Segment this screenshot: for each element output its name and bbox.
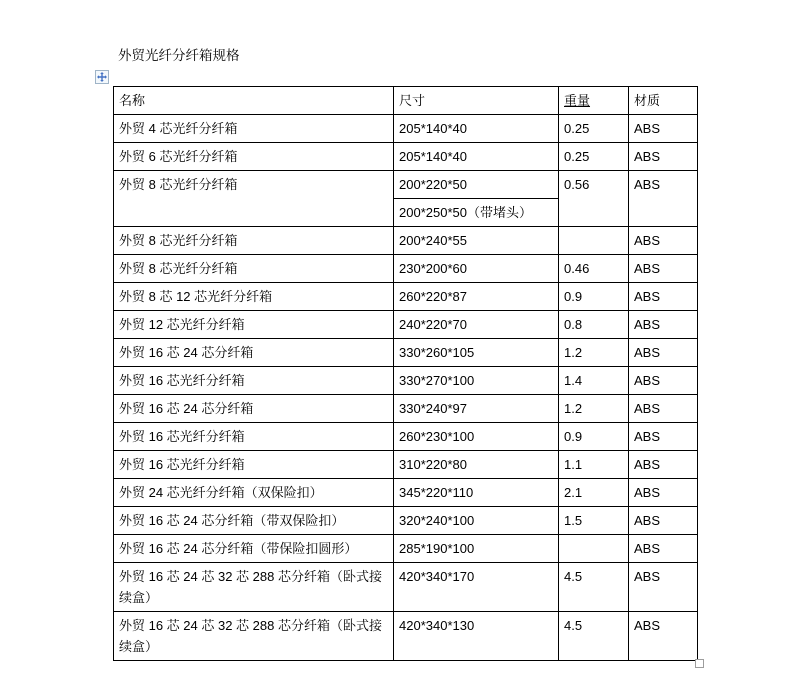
- material-cell[interactable]: ABS: [629, 535, 698, 563]
- material-cell[interactable]: ABS: [629, 563, 698, 612]
- material-cell[interactable]: ABS: [629, 255, 698, 283]
- material-cell[interactable]: ABS: [629, 311, 698, 339]
- material-cell[interactable]: ABS: [629, 143, 698, 171]
- name-cell[interactable]: 外贸 16 芯光纤分纤箱: [114, 451, 394, 479]
- name-cell[interactable]: 外贸 8 芯光纤分纤箱: [114, 227, 394, 255]
- table-row: [114, 143, 698, 171]
- table-row: [114, 311, 698, 339]
- size-cell[interactable]: 320*240*100: [394, 507, 559, 535]
- weight-cell[interactable]: 0.25: [559, 143, 629, 171]
- size-cell[interactable]: 310*220*80: [394, 451, 559, 479]
- weight-cell[interactable]: 0.9: [559, 423, 629, 451]
- size-cell[interactable]: 230*200*60: [394, 255, 559, 283]
- size-cell[interactable]: 260*220*87: [394, 283, 559, 311]
- weight-cell[interactable]: [559, 227, 629, 255]
- table-row: [114, 395, 698, 423]
- material-cell[interactable]: ABS: [629, 451, 698, 479]
- size-cell[interactable]: 330*270*100: [394, 367, 559, 395]
- name-cell[interactable]: 外贸 6 芯光纤分纤箱: [114, 143, 394, 171]
- material-cell[interactable]: ABS: [629, 283, 698, 311]
- material-cell[interactable]: ABS: [629, 423, 698, 451]
- material-cell[interactable]: ABS: [629, 507, 698, 535]
- weight-cell[interactable]: 0.46: [559, 255, 629, 283]
- spec-table: [113, 86, 698, 661]
- weight-cell[interactable]: 1.2: [559, 395, 629, 423]
- name-cell[interactable]: 外贸 16 芯 24 芯分纤箱（带双保险扣）: [114, 507, 394, 535]
- size-cell[interactable]: 285*190*100: [394, 535, 559, 563]
- table-row: [114, 339, 698, 367]
- table-row: [114, 115, 698, 143]
- name-cell[interactable]: 外贸 16 芯 24 芯分纤箱（带保险扣圆形）: [114, 535, 394, 563]
- table-container: [113, 86, 697, 661]
- size-cell[interactable]: 205*140*40: [394, 143, 559, 171]
- table-row: [114, 507, 698, 535]
- table-row: [114, 283, 698, 311]
- name-cell[interactable]: 外贸 12 芯光纤分纤箱: [114, 311, 394, 339]
- table-row: [114, 612, 698, 661]
- material-cell[interactable]: ABS: [629, 395, 698, 423]
- size-cell[interactable]: 240*220*70: [394, 311, 559, 339]
- name-cell[interactable]: 外贸 16 芯 24 芯分纤箱: [114, 339, 394, 367]
- name-cell[interactable]: 外贸 16 芯 24 芯 32 芯 288 芯分纤箱（卧式接续盒）: [114, 612, 394, 661]
- weight-cell[interactable]: 1.4: [559, 367, 629, 395]
- document-title[interactable]: 外贸光纤分纤箱规格: [118, 48, 240, 63]
- table-body: [114, 115, 698, 661]
- column-header[interactable]: 重量: [559, 87, 629, 115]
- name-cell[interactable]: 外贸 16 芯光纤分纤箱: [114, 367, 394, 395]
- table-row: [114, 171, 698, 199]
- material-cell[interactable]: ABS: [629, 367, 698, 395]
- name-cell[interactable]: 外贸 16 芯 24 芯 32 芯 288 芯分纤箱（卧式接续盒）: [114, 563, 394, 612]
- size-cell[interactable]: 200*240*55: [394, 227, 559, 255]
- name-cell[interactable]: 外贸 4 芯光纤分纤箱: [114, 115, 394, 143]
- name-cell[interactable]: 外贸 24 芯光纤分纤箱（双保险扣）: [114, 479, 394, 507]
- table-row: [114, 535, 698, 563]
- size-cell[interactable]: 260*230*100: [394, 423, 559, 451]
- weight-cell[interactable]: 1.2: [559, 339, 629, 367]
- weight-cell[interactable]: 0.56: [559, 171, 629, 227]
- size-cell[interactable]: 420*340*170: [394, 563, 559, 612]
- name-cell[interactable]: 外贸 8 芯光纤分纤箱: [114, 255, 394, 283]
- weight-cell[interactable]: 4.5: [559, 563, 629, 612]
- header-row: [114, 87, 698, 115]
- material-cell[interactable]: ABS: [629, 227, 698, 255]
- column-header[interactable]: 名称: [114, 87, 394, 115]
- weight-cell[interactable]: 0.8: [559, 311, 629, 339]
- column-header[interactable]: 尺寸: [394, 87, 559, 115]
- weight-cell[interactable]: [559, 535, 629, 563]
- table-row: [114, 227, 698, 255]
- material-cell[interactable]: ABS: [629, 479, 698, 507]
- name-cell[interactable]: 外贸 8 芯光纤分纤箱: [114, 171, 394, 227]
- table-row: [114, 255, 698, 283]
- weight-cell[interactable]: 1.1: [559, 451, 629, 479]
- name-cell[interactable]: 外贸 16 芯 24 芯分纤箱: [114, 395, 394, 423]
- four-arrows-icon: [97, 72, 107, 82]
- weight-cell[interactable]: 0.9: [559, 283, 629, 311]
- size-cell[interactable]: 200*250*50（带堵头）: [394, 199, 559, 227]
- size-cell[interactable]: 205*140*40: [394, 115, 559, 143]
- material-cell[interactable]: ABS: [629, 339, 698, 367]
- material-cell[interactable]: ABS: [629, 171, 698, 227]
- table-row: [114, 563, 698, 612]
- weight-cell[interactable]: 1.5: [559, 507, 629, 535]
- name-cell[interactable]: 外贸 16 芯光纤分纤箱: [114, 423, 394, 451]
- weight-cell[interactable]: 2.1: [559, 479, 629, 507]
- column-header[interactable]: 材质: [629, 87, 698, 115]
- weight-cell[interactable]: 0.25: [559, 115, 629, 143]
- table-row: [114, 451, 698, 479]
- weight-cell[interactable]: 4.5: [559, 612, 629, 661]
- material-cell[interactable]: ABS: [629, 612, 698, 661]
- size-cell[interactable]: 330*260*105: [394, 339, 559, 367]
- material-cell[interactable]: ABS: [629, 115, 698, 143]
- size-cell[interactable]: 330*240*97: [394, 395, 559, 423]
- name-cell[interactable]: 外贸 8 芯 12 芯光纤分纤箱: [114, 283, 394, 311]
- size-cell[interactable]: 345*220*110: [394, 479, 559, 507]
- size-cell[interactable]: 420*340*130: [394, 612, 559, 661]
- size-cell[interactable]: 200*220*50: [394, 171, 559, 199]
- table-row: [114, 423, 698, 451]
- table-resize-handle-icon[interactable]: [695, 659, 704, 668]
- table-row: [114, 367, 698, 395]
- table-move-handle-icon[interactable]: [95, 70, 109, 84]
- table-row: [114, 479, 698, 507]
